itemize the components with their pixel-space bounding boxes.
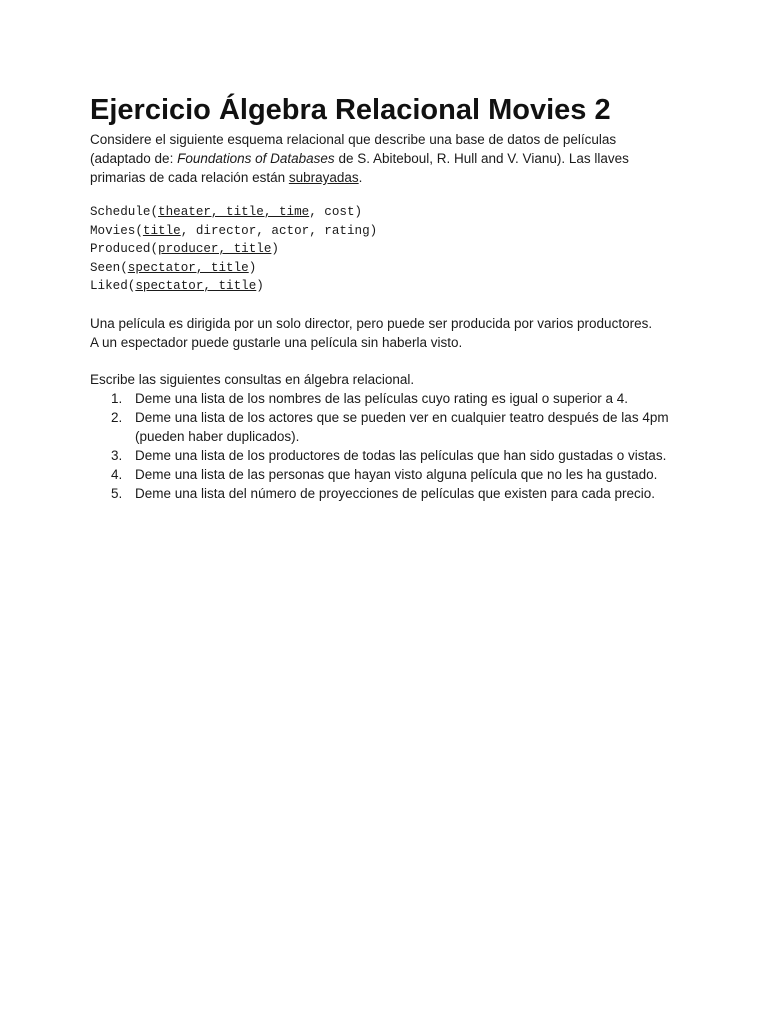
- relation-attributes: ): [271, 242, 279, 256]
- primary-key: spectator, title: [135, 279, 257, 293]
- question-item: [90, 389, 680, 408]
- relation-open-paren: (: [150, 242, 159, 256]
- relation-open-paren: (: [150, 205, 159, 219]
- primary-key: spectator, title: [127, 260, 249, 275]
- note-paragraph: [90, 314, 690, 352]
- question-number: 1.: [111, 390, 123, 406]
- relation-open-paren: (: [120, 260, 128, 275]
- note-line: Una película es dirigida por un solo director, pero puede ser producida por varios productores.: [90, 315, 653, 331]
- relation-attributes: , cost): [309, 205, 363, 219]
- schema-relation-produced: [90, 240, 690, 259]
- relation-attributes: ): [256, 279, 264, 293]
- question-text: Deme una lista del número de proyecciones de películas que existen para cada precio.: [135, 485, 656, 501]
- relation-name: Schedule: [90, 205, 151, 219]
- question-item: [90, 446, 680, 465]
- question-list: [90, 389, 690, 503]
- note-line: A un espectador puede gustarle una película sin haberla visto.: [90, 334, 463, 350]
- question-number: 5.: [111, 485, 123, 501]
- page-title: Ejercicio Álgebra Relacional Movies 2: [90, 94, 611, 126]
- question-text: Deme una lista de los productores de todas las películas que han sido gustadas o vistas.: [135, 447, 667, 463]
- relation-open-paren: (: [135, 223, 143, 238]
- question-text: Deme una lista de los actores que se pueden ver en cualquier teatro después de las 4pm (pueden haber duplicados).: [135, 409, 669, 444]
- question-number: 2.: [111, 409, 123, 425]
- question-number: 3.: [111, 447, 123, 463]
- primary-key: theater, title, time: [158, 205, 310, 219]
- schema-relation-schedule: [90, 203, 690, 222]
- relation-name: Seen: [90, 260, 121, 275]
- book-title: Foundations of Databases: [177, 151, 335, 166]
- question-text: Deme una lista de los nombres de las películas cuyo rating es igual o superior a 4.: [135, 390, 629, 406]
- relation-open-paren: (: [127, 279, 136, 293]
- question-text: Deme una lista de las personas que hayan visto alguna película que no les ha gustado.: [135, 466, 658, 482]
- question-item: [90, 465, 680, 484]
- relation-attributes: , director, actor, rating): [180, 223, 378, 238]
- relation-attributes: ): [248, 260, 257, 275]
- primary-key: title: [142, 223, 181, 238]
- relation-name: Liked: [90, 279, 128, 293]
- relational-schema: [90, 203, 690, 296]
- question-number: 4.: [111, 466, 123, 482]
- question-item: [90, 408, 680, 446]
- relation-name: Produced: [90, 242, 151, 256]
- schema-relation-seen: [90, 259, 690, 278]
- intro-text-1: Considere el siguiente esquema relacional que describe una base de datos de películas (adaptado de:: [90, 132, 617, 166]
- intro-paragraph: [90, 130, 680, 187]
- intro-text-3: .: [358, 170, 363, 185]
- question-item: [90, 484, 680, 503]
- task-intro: Escribe las siguientes consultas en álgebra relacional.: [90, 371, 415, 387]
- intro-text-2: de S. Abiteboul, R. Hull and V. Vianu). Las llaves primarias de cada relación están: [90, 151, 629, 185]
- document-page: [90, 92, 690, 503]
- primary-key: producer, title: [158, 242, 272, 256]
- relation-name: Movies: [90, 223, 136, 238]
- schema-relation-movies: [90, 222, 690, 241]
- schema-relation-liked: [90, 277, 690, 296]
- underlined-word: subrayadas: [288, 170, 359, 185]
